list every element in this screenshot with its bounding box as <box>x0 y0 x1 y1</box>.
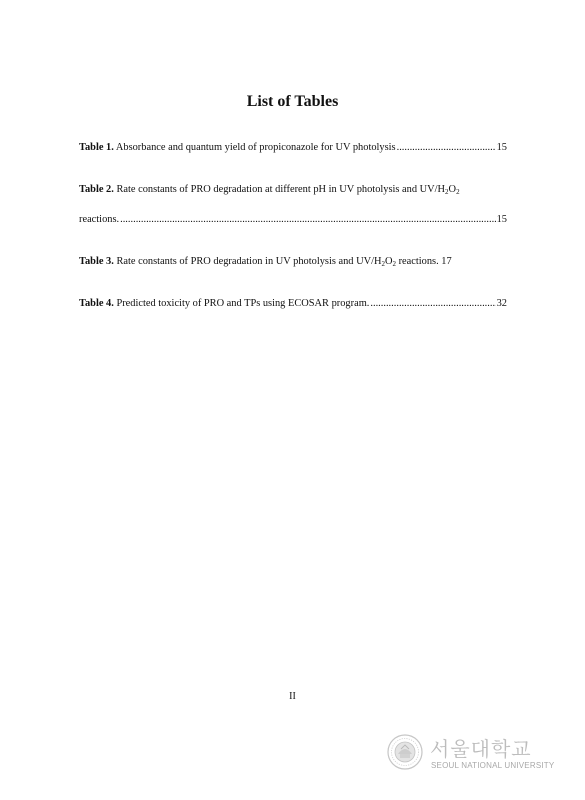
toc-entry-label: Table 1. <box>79 142 114 153</box>
list-of-tables <box>79 140 507 312</box>
dot-leader <box>370 296 495 312</box>
spacer <box>79 198 507 212</box>
toc-entry-text <box>79 296 369 312</box>
toc-entry-label: Table 3. <box>79 256 114 267</box>
toc-entry-caption: Rate constants of PRO degradation at different pH in UV photolysis and UV/H <box>113 184 446 195</box>
toc-line <box>79 296 507 312</box>
toc-entry-text <box>79 254 452 270</box>
toc-entry-text <box>79 140 396 156</box>
dot-leader <box>397 140 496 156</box>
subscript: 2 <box>456 188 460 196</box>
toc-page-number: 15 <box>496 142 507 153</box>
toc-line <box>79 212 507 228</box>
toc-entry-table-1[interactable] <box>79 140 507 156</box>
toc-entry-caption: Absorbance and quantum yield of propiconazole for UV photolysis <box>113 142 396 153</box>
toc-entry-table-2[interactable] <box>79 182 507 228</box>
subscript: 2 <box>392 260 396 268</box>
toc-entry-caption: O <box>448 184 457 195</box>
watermark-korean-text: 서울대학교 <box>430 737 532 761</box>
toc-entry-caption: O <box>384 256 393 267</box>
toc-page-number: 32 <box>496 298 507 309</box>
toc-line <box>79 254 507 270</box>
toc-entry-caption: Predicted toxicity of PRO and TPs using ECOSAR program. <box>113 298 370 309</box>
toc-entry-text <box>79 182 460 198</box>
university-watermark <box>387 734 557 774</box>
subscript: 2 <box>445 188 449 196</box>
dot-leader <box>120 212 496 228</box>
university-seal-icon <box>387 734 423 770</box>
toc-entry-continuation: reactions. <box>79 214 120 225</box>
toc-entry-label: Table 4. <box>79 298 114 309</box>
toc-entry-table-4[interactable] <box>79 296 507 312</box>
page-title: List of Tables <box>246 93 339 110</box>
toc-line <box>79 182 507 198</box>
spacer <box>79 156 507 182</box>
page-number: II <box>289 691 296 702</box>
watermark-english-text: SEOUL NATIONAL UNIVERSITY <box>431 761 555 770</box>
subscript: 2 <box>381 260 385 268</box>
toc-entry-label: Table 2. <box>79 184 114 195</box>
toc-entry-caption: Rate constants of PRO degradation in UV photolysis and UV/H <box>113 256 382 267</box>
toc-line <box>79 140 507 156</box>
spacer <box>79 228 507 254</box>
toc-entry-table-3[interactable] <box>79 254 507 270</box>
toc-entry-caption: reactions. 17 <box>396 256 452 267</box>
spacer <box>79 270 507 296</box>
toc-page-number: 15 <box>496 214 507 225</box>
